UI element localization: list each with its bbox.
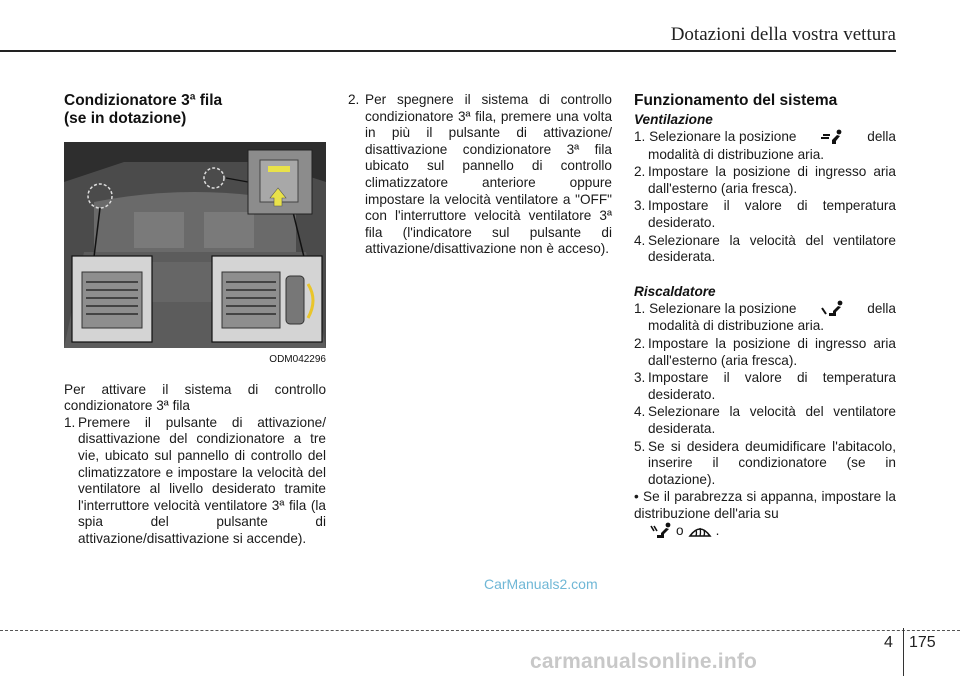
step-text: 1. Selezionare la posizione: [634, 301, 797, 317]
bullet-end: .: [715, 523, 720, 539]
heating-step-1: [634, 300, 896, 318]
list-item-number: 3.: [634, 370, 646, 386]
list-item-number: 4.: [634, 232, 646, 248]
section-heading-operation: Funzionamento del sistema: [634, 92, 838, 109]
step-text: 1. Selezionare la posizione: [634, 129, 797, 145]
list-item-text: Selezionare la velocità del ventilatore desiderata.: [648, 404, 896, 436]
list-item-text: Premere il pulsante di attivazione/ disattivazione del condizionatore a tre vie, ubicato sul pannello di controllo del climatizzatore e impostare la velocità del ventilatore al livello desiderato tramite l'interruttore velocità ventilatore 3ª fila (la spia del pulsante di attivazione/disattivazione si accende).: [78, 414, 326, 546]
bullet-icons-line: [634, 522, 896, 540]
list-item-number: 2.: [634, 335, 646, 351]
step-text-continued: modalità di distribuzione aria.: [648, 146, 825, 162]
list-item: [634, 233, 896, 266]
footer-rule: [0, 630, 960, 631]
list-item: [634, 439, 896, 489]
list-item-number: 4.: [634, 404, 646, 420]
right-column: [634, 92, 896, 540]
bullet-text: • Se il parabrezza si appanna, impostare la distribuzione dell'aria su: [634, 489, 896, 521]
left-column: [64, 92, 326, 548]
floor-vent-mode-icon: [820, 300, 844, 318]
subheading-heating: Riscaldatore: [634, 283, 716, 299]
list-item-number: 3.: [634, 198, 646, 214]
face-vent-mode-icon: [820, 129, 844, 147]
list-item-text: Selezionare la velocità del ventilatore desiderata.: [648, 232, 896, 265]
watermark: CarManuals2.com: [484, 576, 598, 592]
section-heading-rear-ac: [64, 92, 326, 128]
bullet-or: o: [676, 523, 684, 539]
intro-text: Per attivare il sistema di controllo condizionatore 3ª fila: [64, 381, 326, 414]
list-item-text: Impostare il valore di temperatura desiderato.: [648, 370, 896, 402]
defrost-mode-icon: [688, 522, 712, 540]
cargo-area-illustration: [64, 142, 326, 348]
header-title: Dotazioni della vostra vettura: [670, 24, 896, 45]
subheading-ventilation: Ventilazione: [634, 112, 713, 127]
chapter-number: 4: [884, 634, 893, 651]
list-item: [634, 404, 896, 437]
ventilation-step-1: [634, 129, 896, 147]
list-item-text: Per spegnere il sistema di controllo condizionatore 3ª fila, premere una volta in più il pulsante di attivazione/ disattivazione condizionatore 3ª fila ubicato sul pannello di controllo climatizzatore anteriore oppure impostare la velocità ventilatore a "OFF" con l'interruttore velocità ventilatore 3ª fila (l'indicatore sul pulsante di attivazione/disattivazione non è acceso).: [365, 92, 612, 257]
list-item-number: 1.: [64, 414, 76, 430]
page-number: 175: [909, 634, 936, 651]
list-item-text: Impostare la posizione di ingresso aria dall'esterno (aria fresca).: [648, 164, 896, 196]
list-item: [634, 336, 896, 369]
list-item-text: Impostare la posizione di ingresso aria dall'esterno (aria fresca).: [648, 335, 896, 368]
list-item: [634, 370, 896, 403]
list-item-text: Impostare il valore di temperatura desiderato.: [648, 198, 896, 230]
header-rule: [0, 50, 896, 52]
page-divider: [903, 628, 904, 676]
list-item-number: 2.: [348, 92, 360, 107]
step-text-suffix: della: [867, 301, 896, 317]
heading-line: Condizionatore 3ª fila: [64, 92, 223, 109]
heading-line: (se in dotazione): [64, 110, 187, 127]
list-item: [634, 198, 896, 231]
figure-code: ODM042296: [269, 354, 326, 365]
list-item-number: 5.: [634, 438, 646, 454]
list-item-number: 2.: [634, 164, 646, 180]
list-item: [64, 415, 326, 548]
list-item-text: Se si desidera deumidificare l'abitacolo, inserire il condizionatore (se in dotazione).: [648, 438, 896, 487]
figure-cargo-vents: [64, 142, 326, 348]
floor-defrost-mode-icon: [648, 522, 672, 540]
middle-column: [348, 92, 612, 258]
list-item: [348, 92, 612, 258]
list-item: [634, 164, 896, 197]
bottom-brand: carmanualsonline.info: [530, 650, 758, 673]
step-text-continued: modalità di distribuzione aria.: [648, 318, 825, 334]
step-text-suffix: della: [867, 129, 896, 145]
